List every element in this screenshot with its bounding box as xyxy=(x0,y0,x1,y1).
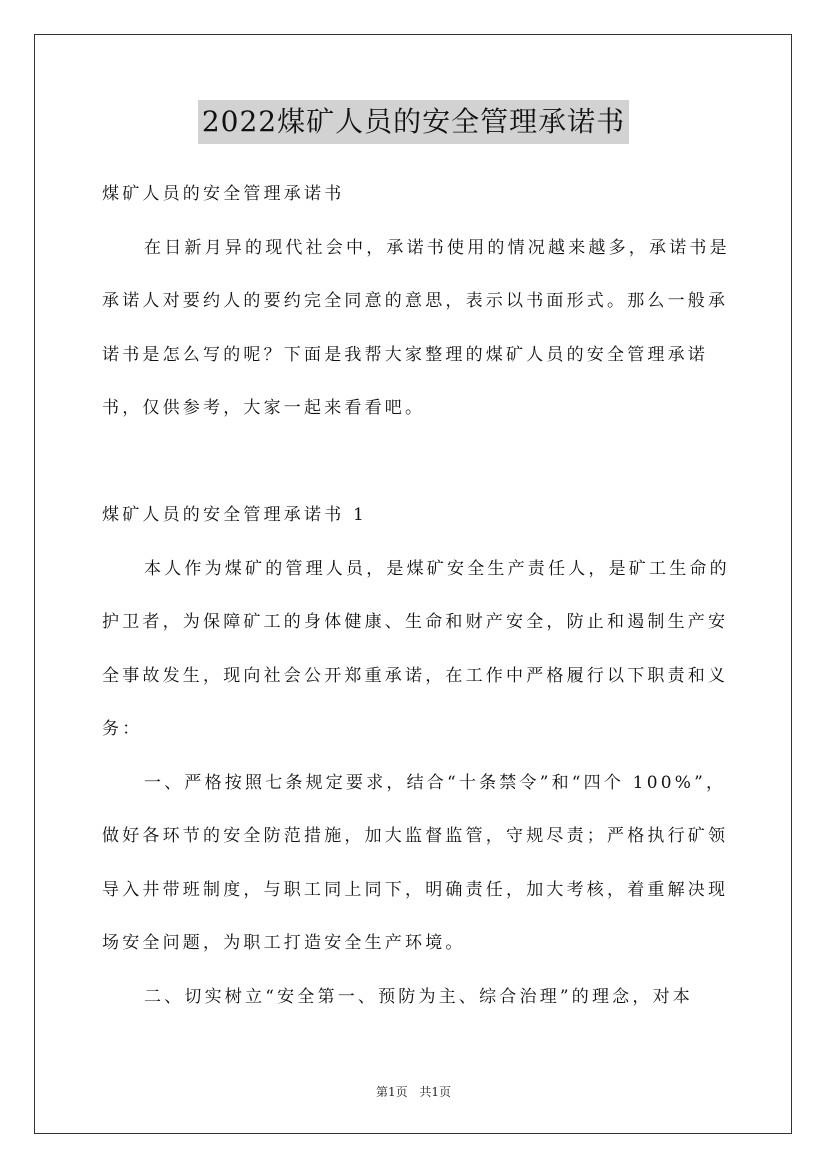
body-paragraph-3: 二、切实树立“安全第一、预防为主、综合治理”的理念，对本 xyxy=(144,986,693,1007)
section-heading: 煤矿人员的安全管理承诺书 1 xyxy=(102,505,368,525)
body-paragraph-1: 本人作为煤矿的管理人员，是煤矿安全生产责任人，是矿工生命的护卫者，为保障矿工的身体健康、生命和财产安全，防止和遏制生产安全事故发生，现向社会公开郑重承诺，在工作中严格履行以下职责和义务： xyxy=(102,558,730,739)
intro-paragraph: 在日新月异的现代社会中，承诺书使用的情况越来越多，承诺书是承诺人对要约人的要约完全同意的意思，表示以书面形式。那么一般承诺书是怎么写的呢？下面是我帮大家整理的煤矿人员的安全管理承诺书，仅供参考，大家一起来看看吧。 xyxy=(102,237,730,418)
page-number: 第1页 xyxy=(375,1085,408,1099)
document-body xyxy=(102,168,732,1024)
title-container xyxy=(0,100,827,144)
document-title: 2022煤矿人员的安全管理承诺书 xyxy=(198,100,629,144)
subtitle: 煤矿人员的安全管理承诺书 xyxy=(102,184,345,204)
page-footer xyxy=(0,1082,827,1102)
body-paragraph-2: 一、严格按照七条规定要求，结合“十条禁令”和“四个 100%”，做好各环节的安全防范措施，加大监督监管，守规尽责；严格执行矿领导入井带班制度，与职工同上同下，明确责任，加大考核，着重解决现场安全问题，为职工打造安全生产环境。 xyxy=(102,772,729,953)
page-total: 共1页 xyxy=(419,1085,452,1099)
